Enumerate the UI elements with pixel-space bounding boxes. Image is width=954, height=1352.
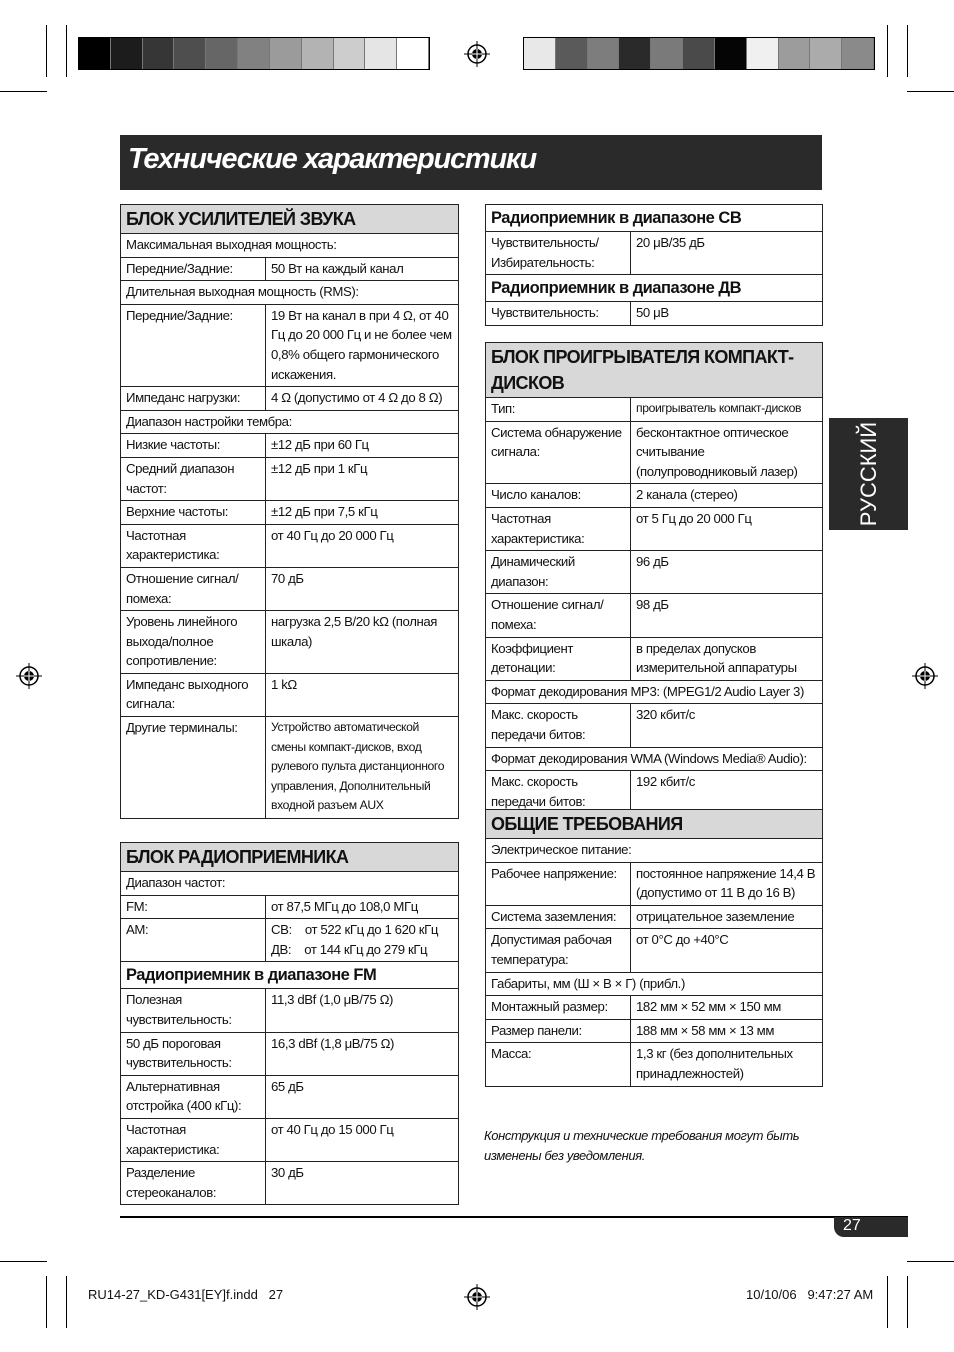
spec-label: Уровень линейного выхода/полное сопротивление: (121, 611, 266, 674)
spec-label: Число каналов: (486, 484, 631, 508)
spec-value: 11,3 dBf (1,0 μВ/75 Ω) (266, 989, 459, 1032)
spec-label: Масса: (486, 1043, 631, 1086)
registration-mark-icon (912, 663, 938, 689)
spec-label: AM: (121, 919, 266, 962)
color-swatch (619, 38, 651, 69)
color-swatch (238, 38, 270, 69)
color-swatch (524, 38, 556, 69)
spec-label: Альтернативная отстройка (400 кГц): (121, 1075, 266, 1118)
spec-value: от 40 Гц до 15 000 Гц (266, 1118, 459, 1161)
registration-mark-icon (464, 1284, 490, 1310)
page-number-badge (834, 1217, 908, 1237)
spec-label: Передние/Задние: (121, 257, 266, 281)
spec-label: Отношение сигнал/ помеха: (486, 594, 631, 637)
spec-label: Допустимая рабочая температура: (486, 929, 631, 972)
color-swatch-bar-right (523, 37, 875, 70)
color-swatch (397, 38, 429, 69)
spec-label: Чувствительность: (486, 302, 631, 326)
spec-label: Передние/Задние: (121, 304, 266, 386)
spec-value (266, 919, 459, 962)
footer-file-info: RU14-27_KD-G431[EY]f.indd 27 (88, 1287, 284, 1302)
spec-value: 4 Ω (допустимо от 4 Ω до 8 Ω) (266, 387, 459, 411)
spec-value: отрицательное заземление (631, 905, 823, 929)
color-swatch-bar-left (78, 37, 430, 70)
color-swatch (810, 38, 842, 69)
spec-value: 50 μВ (631, 302, 823, 326)
spec-value: 70 дБ (266, 567, 459, 610)
spec-label: Система обнаружение сигнала: (486, 421, 631, 484)
mw-lw-spec-table (485, 204, 823, 326)
spec-label: Средний диапазон частот: (121, 457, 266, 500)
spec-value: 96 дБ (631, 551, 823, 594)
spec-value: от 40 Гц до 20 000 Гц (266, 524, 459, 567)
color-swatch (270, 38, 302, 69)
spec-label: Максимальная выходная мощность: (121, 234, 459, 258)
cd-player-spec-table (485, 342, 823, 814)
spec-value: 1,3 кг (без дополнительных принадлежностей) (631, 1043, 823, 1086)
color-swatch (779, 38, 811, 69)
color-swatch (206, 38, 238, 69)
spec-label: Импеданс выходного сигнала: (121, 673, 266, 716)
tuner-spec-table (120, 842, 459, 1205)
spec-value: 30 дБ (266, 1162, 459, 1205)
language-tab-label: РУССКИЙ (855, 421, 881, 527)
spec-value: 50 Вт на каждый канал (266, 257, 459, 281)
am-mw-range: СВ: от 522 кГц до 1 620 кГц (271, 922, 439, 938)
spec-value: 1 kΩ (266, 673, 459, 716)
page-title-bar (120, 135, 822, 190)
registration-mark-icon (464, 41, 490, 67)
am-lw-range: ДВ: от 144 кГц до 279 кГц (271, 941, 428, 957)
spec-label: Формат декодирования WMA (Windows Media® Audio): (486, 747, 823, 771)
spec-value: Устройство автоматической смены компакт-дисков, вход рулевого пульта дистанционного управления, Дополнительный входной разъем AUX (266, 717, 459, 819)
spec-label: Рабочее напряжение: (486, 862, 631, 905)
spec-value: 16,3 dBf (1,8 μВ/75 Ω) (266, 1032, 459, 1075)
spec-value: проигрыватель компакт-дисков (631, 398, 823, 422)
spec-label: Чувствительность/ Избирательность: (486, 232, 631, 275)
spec-value: в пределах допусков измерительной аппаратуры (631, 637, 823, 680)
color-swatch (302, 38, 334, 69)
color-swatch (683, 38, 715, 69)
spec-value: от 5 Гц до 20 000 Гц (631, 507, 823, 550)
spec-label: Импеданс нагрузки: (121, 387, 266, 411)
spec-value: 188 мм × 58 мм × 13 мм (631, 1019, 823, 1043)
spec-value: от 0°C до +40°C (631, 929, 823, 972)
spec-label: Макс. скорость передачи битов: (486, 771, 631, 814)
color-swatch (143, 38, 175, 69)
footer-timestamp: 10/10/06 9:47:27 AM (746, 1287, 874, 1302)
spec-label: Другие терминалы: (121, 717, 266, 819)
registration-mark-icon (16, 663, 42, 689)
color-swatch (334, 38, 366, 69)
spec-label: Низкие частоты: (121, 434, 266, 458)
spec-label: 50 дБ пороговая чувствительность: (121, 1032, 266, 1075)
spec-label: Диапазон частот: (121, 872, 459, 896)
spec-value: 65 дБ (266, 1075, 459, 1118)
spec-label: Динамический диапазон: (486, 551, 631, 594)
spec-value: ±12 дБ при 1 кГц (266, 457, 459, 500)
disclaimer-note: Конструкция и технические требования могут быть изменены без уведомления. (484, 1128, 800, 1163)
subsection-header: Радиоприемник в диапазоне СВ (486, 205, 823, 232)
spec-value: 20 μВ/35 дБ (631, 232, 823, 275)
spec-value: 182 мм × 52 мм × 150 мм (631, 996, 823, 1020)
spec-value: 192 кбит/с (631, 771, 823, 814)
spec-label: Верхние частоты: (121, 501, 266, 525)
spec-value: ±12 дБ при 60 Гц (266, 434, 459, 458)
spec-label: Частотная характеристика: (486, 507, 631, 550)
section-header: БЛОК РАДИОПРИЕМНИКА (121, 843, 459, 872)
spec-label: Система заземления: (486, 905, 631, 929)
language-tab (829, 418, 908, 530)
spec-label: Разделение стереоканалов: (121, 1162, 266, 1205)
footer-rule (120, 1216, 908, 1218)
color-swatch (111, 38, 143, 69)
section-header: ОБЩИЕ ТРЕБОВАНИЯ (486, 810, 823, 839)
page-title: Технические характеристики (128, 143, 537, 175)
general-spec-table (485, 809, 823, 1087)
spec-label: Полезная чувствительность: (121, 989, 266, 1032)
spec-value: бесконтактное оптическое считывание (полупроводниковый лазер) (631, 421, 823, 484)
section-header: БЛОК ПРОИГРЫВАТЕЛЯ КОМПАКТ-ДИСКОВ (486, 343, 823, 398)
subsection-header: Радиоприемник в диапазоне FM (121, 962, 459, 989)
spec-label: Макс. скорость передачи битов: (486, 704, 631, 747)
spec-value: 19 Вт на канал в при 4 Ω, от 40 Гц до 20 000 Гц и не более чем 0,8% общего гармонического искажения. (266, 304, 459, 386)
subsection-header: Радиоприемник в диапазоне ДВ (486, 275, 823, 302)
spec-label: Частотная характеристика: (121, 1118, 266, 1161)
color-swatch (556, 38, 588, 69)
amplifier-spec-table (120, 204, 459, 819)
spec-label: Электрическое питание: (486, 839, 823, 863)
color-swatch (747, 38, 779, 69)
spec-label: Монтажный размер: (486, 996, 631, 1020)
color-swatch (842, 38, 874, 69)
spec-label: Габариты, мм (Ш × В × Г) (прибл.) (486, 972, 823, 996)
color-swatch (715, 38, 747, 69)
spec-label: Частотная характеристика: (121, 524, 266, 567)
spec-value: ±12 дБ при 7,5 кГц (266, 501, 459, 525)
spec-label: Размер панели: (486, 1019, 631, 1043)
color-swatch (174, 38, 206, 69)
spec-label: Формат декодирования MP3: (MPEG1/2 Audio Layer 3) (486, 680, 823, 704)
spec-label: Коэффициент детонации: (486, 637, 631, 680)
section-header: БЛОК УСИЛИТЕЛЕЙ ЗВУКА (121, 205, 459, 234)
spec-value: 320 кбит/с (631, 704, 823, 747)
spec-value: постоянное напряжение 14,4 В (допустимо от 11 В до 16 В) (631, 862, 823, 905)
page-number: 27 (843, 1217, 861, 1234)
color-swatch (79, 38, 111, 69)
spec-label: FM: (121, 895, 266, 919)
spec-label: Диапазон настройки тембра: (121, 410, 459, 434)
spec-value: нагрузка 2,5 В/20 kΩ (полная шкала) (266, 611, 459, 674)
spec-label: Длительная выходная мощность (RMS): (121, 281, 459, 305)
color-swatch (365, 38, 397, 69)
color-swatch (588, 38, 620, 69)
spec-label: Отношение сигнал/ помеха: (121, 567, 266, 610)
spec-value: 98 дБ (631, 594, 823, 637)
spec-label: Тип: (486, 398, 631, 422)
color-swatch (651, 38, 683, 69)
spec-value: 2 канала (стерео) (631, 484, 823, 508)
spec-value: от 87,5 МГц до 108,0 МГц (266, 895, 459, 919)
